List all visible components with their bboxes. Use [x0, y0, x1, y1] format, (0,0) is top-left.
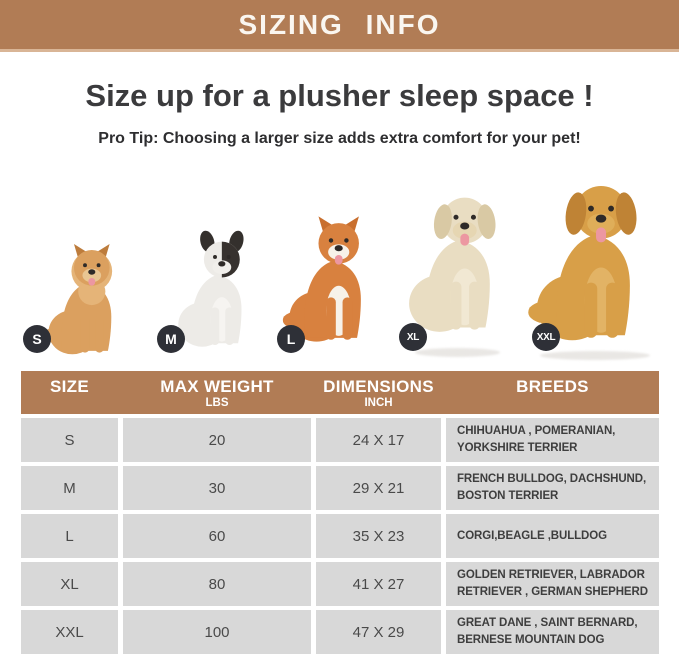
size-badge-m: M	[157, 325, 185, 353]
cell-max-weight: 100	[123, 610, 311, 654]
table-row-l	[21, 514, 659, 558]
cell-size: XXL	[21, 610, 118, 654]
hero-title: Size up for a plusher sleep space !	[85, 78, 594, 113]
cell-breeds: GREAT DANE , SAINT BERNARD, BERNESE MOUNTAIN DOG	[446, 610, 659, 654]
cell-size: L	[21, 514, 118, 558]
table-row-m	[21, 466, 659, 510]
cell-max-weight: 20	[123, 418, 311, 462]
table-row-s	[21, 418, 659, 462]
banner-title: SIZING INFO	[238, 8, 441, 40]
cell-size: S	[21, 418, 118, 462]
cell-breeds: CORGI,BEAGLE ,BULLDOG	[446, 514, 659, 558]
cell-dimensions: 41 X 27	[316, 562, 441, 606]
column-header-max-weight: MAX WEIGHT LBS	[160, 377, 274, 409]
size-badge-l: L	[277, 325, 305, 353]
cell-max-weight: 30	[123, 466, 311, 510]
cell-dimensions: 29 X 21	[316, 466, 441, 510]
size-badge-xl: XL	[399, 323, 427, 351]
size-badge-s: S	[23, 325, 51, 353]
cell-breeds: GOLDEN RETRIEVER, LABRADOR RETRIEVER , GERMAN SHEPHERD	[446, 562, 659, 606]
size-badge-xxl: XXL	[532, 323, 560, 351]
cell-size: M	[21, 466, 118, 510]
column-header-breeds: BREEDS	[516, 377, 589, 396]
dog-size-lineup	[0, 160, 679, 362]
table-row-xxl	[21, 610, 659, 654]
cell-dimensions: 35 X 23	[316, 514, 441, 558]
cell-size: XL	[21, 562, 118, 606]
table-header-row	[21, 371, 659, 414]
cell-max-weight: 80	[123, 562, 311, 606]
column-header-dimensions: DIMENSIONS INCH	[323, 377, 434, 409]
cell-max-weight: 60	[123, 514, 311, 558]
column-header-size: SIZE	[50, 377, 89, 396]
cell-dimensions: 24 X 17	[316, 418, 441, 462]
sizing-table	[21, 371, 659, 654]
table-row-xl	[21, 562, 659, 606]
cell-breeds: FRENCH BULLDOG, DACHSHUND, BOSTON TERRIER	[446, 466, 659, 510]
table-body	[21, 418, 659, 654]
hero-subtitle: Pro Tip: Choosing a larger size adds extra comfort for your pet!	[98, 130, 581, 147]
cell-breeds: CHIHUAHUA , POMERANIAN, YORKSHIRE TERRIER	[446, 418, 659, 462]
cell-dimensions: 47 X 29	[316, 610, 441, 654]
top-banner	[0, 0, 679, 52]
